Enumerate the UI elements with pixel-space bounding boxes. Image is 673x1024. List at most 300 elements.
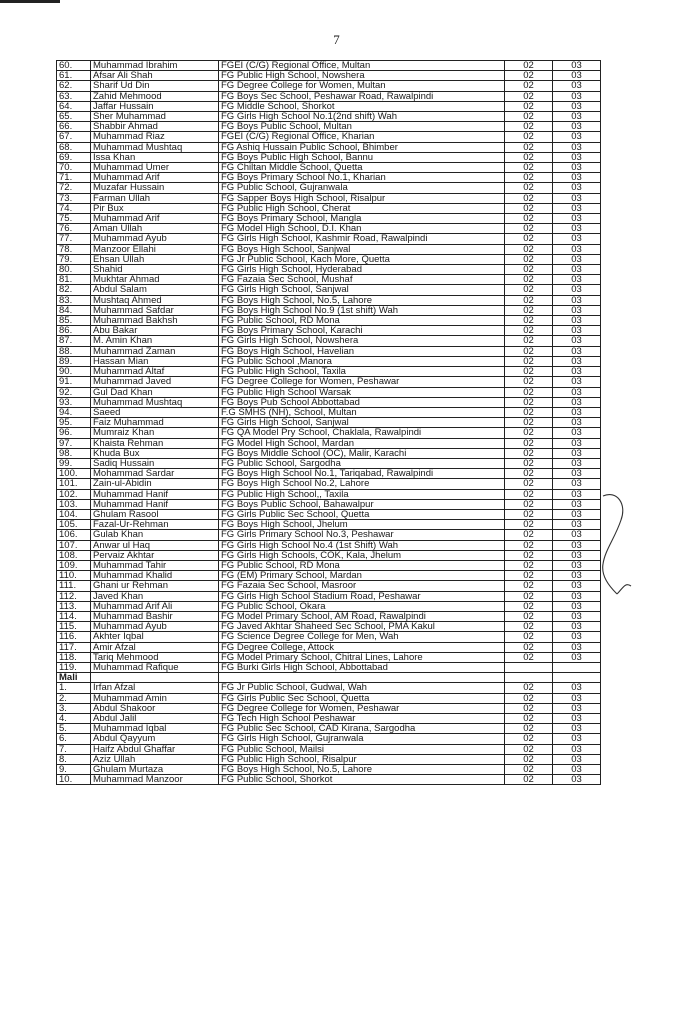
- employee-name-cell: Manzoor Ellahi: [91, 244, 219, 254]
- serial-number-cell: 98.: [57, 448, 91, 458]
- school-name-cell: FG Boys Primary School, Mangla: [219, 214, 505, 224]
- serial-number-cell: 84.: [57, 305, 91, 315]
- value-b-cell: 03: [553, 203, 601, 213]
- value-b-cell: 03: [553, 428, 601, 438]
- value-b-cell: 03: [553, 326, 601, 336]
- employee-name-cell: Muhammad Mushtaq: [91, 397, 219, 407]
- school-name-cell: FG Boys Primary School, Karachi: [219, 326, 505, 336]
- value-b-cell: 03: [553, 193, 601, 203]
- employee-name-cell: Muhammad Hanif: [91, 499, 219, 509]
- school-name-cell: FG Boys Pub School Abbottabad: [219, 397, 505, 407]
- table-row: [57, 367, 601, 377]
- value-a-cell: 02: [505, 775, 553, 785]
- serial-number-cell: 100.: [57, 469, 91, 479]
- value-a-cell: 02: [505, 122, 553, 132]
- employee-name-cell: Khuda Bux: [91, 448, 219, 458]
- top-edge-rule: [0, 0, 60, 3]
- value-a-cell: [505, 662, 553, 672]
- employee-name-cell: Abu Bakar: [91, 326, 219, 336]
- school-name-cell: FG Boys High School No.2, Lahore: [219, 479, 505, 489]
- value-b-cell: 03: [553, 387, 601, 397]
- serial-number-cell: 104.: [57, 509, 91, 519]
- serial-number-cell: 81.: [57, 275, 91, 285]
- serial-number-cell: 89.: [57, 356, 91, 366]
- value-b-cell: 03: [553, 591, 601, 601]
- employee-name-cell: M. Amin Khan: [91, 336, 219, 346]
- value-a-cell: 02: [505, 714, 553, 724]
- value-a-cell: 02: [505, 305, 553, 315]
- school-name-cell: FG Public School ,Manora: [219, 356, 505, 366]
- employee-name-cell: Muhammad Altaf: [91, 367, 219, 377]
- value-b-cell: 03: [553, 489, 601, 499]
- table-row: [57, 550, 601, 560]
- value-a-cell: 02: [505, 265, 553, 275]
- school-name-cell: FG Girls High School, Gujranwala: [219, 734, 505, 744]
- table-row: [57, 305, 601, 315]
- value-b-cell: 03: [553, 530, 601, 540]
- value-a-cell: 02: [505, 142, 553, 152]
- school-name-cell: FG Boys Sec School, Peshawar Road, Rawalpindi: [219, 91, 505, 101]
- value-a-cell: 02: [505, 244, 553, 254]
- employee-name-cell: Muhammad Umer: [91, 163, 219, 173]
- value-b-cell: 03: [553, 244, 601, 254]
- employee-name-cell: Sadiq Hussain: [91, 458, 219, 468]
- school-name-cell: FG Sapper Boys High School, Risalpur: [219, 193, 505, 203]
- value-a-cell: 02: [505, 101, 553, 111]
- school-name-cell: FG Burki Girls High School, Abbottabad: [219, 662, 505, 672]
- value-a-cell: 02: [505, 346, 553, 356]
- school-name-cell: FG Girls High Schools, COK, Kala, Jhelum: [219, 550, 505, 560]
- employee-name-cell: Zain-ul-Abidin: [91, 479, 219, 489]
- employee-name-cell: Muhammad Ibrahim: [91, 61, 219, 71]
- table-row: [57, 163, 601, 173]
- school-name-cell: FG Public High School, Cherat: [219, 203, 505, 213]
- value-a-cell: 02: [505, 469, 553, 479]
- value-a-cell: 02: [505, 183, 553, 193]
- value-b-cell: 03: [553, 683, 601, 693]
- value-a-cell: 02: [505, 550, 553, 560]
- employee-name-cell: Jaffar Hussain: [91, 101, 219, 111]
- table-row: [57, 326, 601, 336]
- table-row: [57, 295, 601, 305]
- serial-number-cell: 8.: [57, 754, 91, 764]
- value-b-cell: 03: [553, 724, 601, 734]
- serial-number-cell: 92.: [57, 387, 91, 397]
- employee-name-cell: Abdul Qayyum: [91, 734, 219, 744]
- school-name-cell: FG Public High School, Taxila: [219, 367, 505, 377]
- serial-number-cell: 73.: [57, 193, 91, 203]
- serial-number-cell: 78.: [57, 244, 91, 254]
- table-row: [57, 540, 601, 550]
- value-a-cell: 02: [505, 611, 553, 621]
- value-b-cell: 03: [553, 438, 601, 448]
- empty-cell: [505, 673, 553, 683]
- value-b-cell: 03: [553, 499, 601, 509]
- table-row: [57, 346, 601, 356]
- value-b-cell: 03: [553, 254, 601, 264]
- value-b-cell: 03: [553, 132, 601, 142]
- school-name-cell: FG Boys High School, No.5, Lahore: [219, 765, 505, 775]
- table-row: [57, 101, 601, 111]
- value-b-cell: 03: [553, 224, 601, 234]
- value-a-cell: 02: [505, 520, 553, 530]
- employee-name-cell: Shabbir Ahmad: [91, 122, 219, 132]
- employee-name-cell: Abdul Salam: [91, 285, 219, 295]
- value-b-cell: 03: [553, 214, 601, 224]
- table-row: [57, 765, 601, 775]
- value-b-cell: 03: [553, 734, 601, 744]
- table-row: [57, 458, 601, 468]
- serial-number-cell: 103.: [57, 499, 91, 509]
- value-a-cell: 02: [505, 377, 553, 387]
- table-row: [57, 693, 601, 703]
- employee-name-cell: Amir Afzal: [91, 642, 219, 652]
- table-row: [57, 193, 601, 203]
- value-b-cell: 03: [553, 91, 601, 101]
- serial-number-cell: 69.: [57, 152, 91, 162]
- value-b-cell: 03: [553, 336, 601, 346]
- empty-cell: [219, 673, 505, 683]
- serial-number-cell: 119.: [57, 662, 91, 672]
- school-name-cell: FG Boys Public School, Multan: [219, 122, 505, 132]
- value-b-cell: 03: [553, 754, 601, 764]
- employee-name-cell: Fazal-Ur-Rehman: [91, 520, 219, 530]
- page-number: 7: [333, 32, 340, 47]
- employee-name-cell: Tariq Mehmood: [91, 652, 219, 662]
- employee-name-cell: Afsar Ali Shah: [91, 71, 219, 81]
- employee-name-cell: Ghani ur Rehman: [91, 581, 219, 591]
- table-row: [57, 244, 601, 254]
- value-b-cell: 03: [553, 744, 601, 754]
- school-name-cell: FG Public School, Sargodha: [219, 458, 505, 468]
- value-a-cell: 02: [505, 489, 553, 499]
- value-a-cell: 02: [505, 703, 553, 713]
- value-b-cell: 03: [553, 479, 601, 489]
- school-name-cell: FG (EM) Primary School, Mardan: [219, 571, 505, 581]
- serial-number-cell: 105.: [57, 520, 91, 530]
- table-row: [57, 591, 601, 601]
- serial-number-cell: 60.: [57, 61, 91, 71]
- value-a-cell: 02: [505, 295, 553, 305]
- value-a-cell: 02: [505, 81, 553, 91]
- value-b-cell: 03: [553, 571, 601, 581]
- employee-name-cell: Saeed: [91, 407, 219, 417]
- serial-number-cell: 4.: [57, 714, 91, 724]
- value-a-cell: 02: [505, 193, 553, 203]
- value-b-cell: 03: [553, 101, 601, 111]
- school-name-cell: FG Girls High School, Sanjwal: [219, 418, 505, 428]
- table-row: [57, 173, 601, 183]
- school-name-cell: FG Public High School, Risalpur: [219, 754, 505, 764]
- empty-cell: [553, 673, 601, 683]
- serial-number-cell: 2.: [57, 693, 91, 703]
- table-row: [57, 387, 601, 397]
- school-name-cell: FG Tech High School Peshawar: [219, 714, 505, 724]
- value-a-cell: 02: [505, 173, 553, 183]
- table-row: [57, 622, 601, 632]
- table-row: [57, 703, 601, 713]
- table-row: [57, 734, 601, 744]
- table-row: [57, 214, 601, 224]
- section-label: Mali: [57, 673, 91, 683]
- table-row: [57, 183, 601, 193]
- serial-number-cell: 1.: [57, 683, 91, 693]
- school-name-cell: FG Jr Public School, Kach More, Quetta: [219, 254, 505, 264]
- serial-number-cell: 76.: [57, 224, 91, 234]
- value-b-cell: 03: [553, 418, 601, 428]
- table-row: [57, 336, 601, 346]
- value-a-cell: 02: [505, 560, 553, 570]
- table-row: [57, 744, 601, 754]
- value-a-cell: 02: [505, 397, 553, 407]
- employee-name-cell: Pervaiz Akhtar: [91, 550, 219, 560]
- employee-name-cell: Muhammad Hanif: [91, 489, 219, 499]
- table-row: [57, 275, 601, 285]
- employee-name-cell: Muhammad Khalid: [91, 571, 219, 581]
- serial-number-cell: 107.: [57, 540, 91, 550]
- school-name-cell: FG Chiltan Middle School, Quetta: [219, 163, 505, 173]
- school-name-cell: F.G SMHS (NH), School, Multan: [219, 407, 505, 417]
- table-row: [57, 418, 601, 428]
- serial-number-cell: 87.: [57, 336, 91, 346]
- value-b-cell: 03: [553, 693, 601, 703]
- table-row: [57, 683, 601, 693]
- value-a-cell: 02: [505, 734, 553, 744]
- employee-name-cell: Mushtaq Ahmed: [91, 295, 219, 305]
- table-row: [57, 407, 601, 417]
- empty-cell: [91, 673, 219, 683]
- table-row: [57, 71, 601, 81]
- school-name-cell: FGEI (C/G) Regional Office, Multan: [219, 61, 505, 71]
- serial-number-cell: 106.: [57, 530, 91, 540]
- value-b-cell: 03: [553, 622, 601, 632]
- value-b-cell: 03: [553, 71, 601, 81]
- employee-name-cell: Ghulam Murtaza: [91, 765, 219, 775]
- employee-name-cell: Farman Ullah: [91, 193, 219, 203]
- employee-name-cell: Abdul Jalil: [91, 714, 219, 724]
- table-row: [57, 112, 601, 122]
- school-name-cell: FG Public School, Okara: [219, 601, 505, 611]
- employee-name-cell: Akhter Iqbal: [91, 632, 219, 642]
- serial-number-cell: 96.: [57, 428, 91, 438]
- employee-name-cell: Muhammad Bakhsh: [91, 316, 219, 326]
- serial-number-cell: 65.: [57, 112, 91, 122]
- table-row: [57, 265, 601, 275]
- value-b-cell: 03: [553, 275, 601, 285]
- school-name-cell: FG Public School, Mailsi: [219, 744, 505, 754]
- employee-name-cell: Muzafar Hussain: [91, 183, 219, 193]
- table-row: [57, 428, 601, 438]
- table-row: [57, 724, 601, 734]
- employee-name-cell: Muhammad Mushtaq: [91, 142, 219, 152]
- value-a-cell: 02: [505, 693, 553, 703]
- employee-name-cell: Ghulam Rasool: [91, 509, 219, 519]
- value-b-cell: 03: [553, 316, 601, 326]
- serial-number-cell: 6.: [57, 734, 91, 744]
- employee-name-cell: Pir Bux: [91, 203, 219, 213]
- serial-number-cell: 3.: [57, 703, 91, 713]
- school-name-cell: FG Fazaia Sec School, Mushaf: [219, 275, 505, 285]
- table-row: [57, 714, 601, 724]
- value-b-cell: 03: [553, 81, 601, 91]
- school-name-cell: FG Public School, Shorkot: [219, 775, 505, 785]
- table-row: [57, 448, 601, 458]
- value-a-cell: 02: [505, 203, 553, 213]
- serial-number-cell: 101.: [57, 479, 91, 489]
- value-b-cell: 03: [553, 183, 601, 193]
- employee-name-cell: Muhammad Tahir: [91, 560, 219, 570]
- value-a-cell: 02: [505, 61, 553, 71]
- value-a-cell: 02: [505, 132, 553, 142]
- employee-name-cell: Shahid: [91, 265, 219, 275]
- table-row: [57, 601, 601, 611]
- school-name-cell: FG Boys Public High School, Bannu: [219, 152, 505, 162]
- value-b-cell: 03: [553, 714, 601, 724]
- serial-number-cell: 109.: [57, 560, 91, 570]
- school-name-cell: FG Girls High School, Sanjwal: [219, 285, 505, 295]
- serial-number-cell: 113.: [57, 601, 91, 611]
- table-row: [57, 611, 601, 621]
- table-row: [57, 560, 601, 570]
- value-a-cell: 02: [505, 71, 553, 81]
- school-name-cell: FG Girls High School, Kashmir Road, Rawalpindi: [219, 234, 505, 244]
- table-row: [57, 254, 601, 264]
- serial-number-cell: 66.: [57, 122, 91, 132]
- serial-number-cell: 108.: [57, 550, 91, 560]
- serial-number-cell: 116.: [57, 632, 91, 642]
- serial-number-cell: 95.: [57, 418, 91, 428]
- employee-name-cell: Mohammad Sardar: [91, 469, 219, 479]
- school-name-cell: FG Fazaia Sec School, Masroor: [219, 581, 505, 591]
- school-name-cell: FG Boys Primary School No.1, Kharian: [219, 173, 505, 183]
- school-name-cell: FG Public School, Gujranwala: [219, 183, 505, 193]
- value-a-cell: 02: [505, 152, 553, 162]
- serial-number-cell: 80.: [57, 265, 91, 275]
- school-name-cell: FG QA Model Pry School, Chaklala, Rawalpindi: [219, 428, 505, 438]
- value-b-cell: 03: [553, 397, 601, 407]
- serial-number-cell: 74.: [57, 203, 91, 213]
- staff-table: [56, 60, 601, 785]
- school-name-cell: FG Middle School, Shorkot: [219, 101, 505, 111]
- school-name-cell: FG Degree College for Women, Peshawar: [219, 377, 505, 387]
- school-name-cell: FG Public School, RD Mona: [219, 316, 505, 326]
- school-name-cell: FG Degree College for Women, Multan: [219, 81, 505, 91]
- employee-name-cell: Hassan Mian: [91, 356, 219, 366]
- employee-name-cell: Muhammad Amin: [91, 693, 219, 703]
- school-name-cell: FG Girls Primary School No.3, Peshawar: [219, 530, 505, 540]
- table-row: [57, 142, 601, 152]
- value-a-cell: 02: [505, 765, 553, 775]
- employee-name-cell: Muhammad Safdar: [91, 305, 219, 315]
- value-a-cell: 02: [505, 530, 553, 540]
- serial-number-cell: 68.: [57, 142, 91, 152]
- value-a-cell: 02: [505, 387, 553, 397]
- value-b-cell: 03: [553, 469, 601, 479]
- value-b-cell: 03: [553, 152, 601, 162]
- table-row: [57, 203, 601, 213]
- employee-name-cell: Muhammad Arif: [91, 214, 219, 224]
- employee-name-cell: Ehsan Ullah: [91, 254, 219, 264]
- table-row: [57, 581, 601, 591]
- serial-number-cell: 115.: [57, 622, 91, 632]
- table-row: [57, 377, 601, 387]
- table-row: [57, 509, 601, 519]
- table-row: [57, 571, 601, 581]
- table-row: [57, 438, 601, 448]
- employee-name-cell: Gul Dad Khan: [91, 387, 219, 397]
- value-a-cell: 02: [505, 428, 553, 438]
- employee-name-cell: Irfan Afzal: [91, 683, 219, 693]
- value-a-cell: 02: [505, 448, 553, 458]
- value-a-cell: 02: [505, 724, 553, 734]
- value-a-cell: 02: [505, 591, 553, 601]
- value-b-cell: 03: [553, 122, 601, 132]
- value-a-cell: 02: [505, 418, 553, 428]
- serial-number-cell: 85.: [57, 316, 91, 326]
- table-row: [57, 132, 601, 142]
- value-b-cell: 03: [553, 356, 601, 366]
- school-name-cell: FG Boys Middle School (OC), Malir, Karachi: [219, 448, 505, 458]
- value-a-cell: 02: [505, 632, 553, 642]
- value-a-cell: 02: [505, 458, 553, 468]
- value-b-cell: 03: [553, 632, 601, 642]
- school-name-cell: FG Boys High School, No.5, Lahore: [219, 295, 505, 305]
- serial-number-cell: 61.: [57, 71, 91, 81]
- value-a-cell: 02: [505, 601, 553, 611]
- employee-name-cell: Zahid Mehmood: [91, 91, 219, 101]
- value-b-cell: 03: [553, 112, 601, 122]
- value-b-cell: 03: [553, 407, 601, 417]
- serial-number-cell: 111.: [57, 581, 91, 591]
- table-row: [57, 489, 601, 499]
- value-a-cell: 02: [505, 275, 553, 285]
- value-b-cell: 03: [553, 234, 601, 244]
- employee-name-cell: Anwar ul Haq: [91, 540, 219, 550]
- school-name-cell: FG Girls Public Sec School, Quetta: [219, 509, 505, 519]
- value-a-cell: 02: [505, 499, 553, 509]
- serial-number-cell: 97.: [57, 438, 91, 448]
- employee-name-cell: Muhammad Arif Ali: [91, 601, 219, 611]
- value-a-cell: 02: [505, 112, 553, 122]
- value-a-cell: 02: [505, 509, 553, 519]
- value-a-cell: 02: [505, 754, 553, 764]
- table-row: [57, 81, 601, 91]
- value-b-cell: 03: [553, 173, 601, 183]
- serial-number-cell: 70.: [57, 163, 91, 173]
- serial-number-cell: 112.: [57, 591, 91, 601]
- employee-name-cell: Muhammad Arif: [91, 173, 219, 183]
- employee-name-cell: Faiz Muhammad: [91, 418, 219, 428]
- school-name-cell: FGEI (C/G) Regional Office, Kharian: [219, 132, 505, 142]
- table-section-b: [57, 683, 601, 785]
- value-b-cell: 03: [553, 367, 601, 377]
- value-b-cell: 03: [553, 265, 601, 275]
- serial-number-cell: 10.: [57, 775, 91, 785]
- school-name-cell: FG Public Sec School, CAD Kirana, Sargodha: [219, 724, 505, 734]
- employee-name-cell: Muhammad Riaz: [91, 132, 219, 142]
- employee-name-cell: Abdul Shakoor: [91, 703, 219, 713]
- table-row: [57, 775, 601, 785]
- serial-number-cell: 62.: [57, 81, 91, 91]
- value-a-cell: 02: [505, 336, 553, 346]
- value-b-cell: 03: [553, 581, 601, 591]
- school-name-cell: FG Science Degree College for Men, Wah: [219, 632, 505, 642]
- table-row: [57, 754, 601, 764]
- value-b-cell: 03: [553, 346, 601, 356]
- value-a-cell: 02: [505, 622, 553, 632]
- value-b-cell: 03: [553, 142, 601, 152]
- employee-name-cell: Muhammad Javed: [91, 377, 219, 387]
